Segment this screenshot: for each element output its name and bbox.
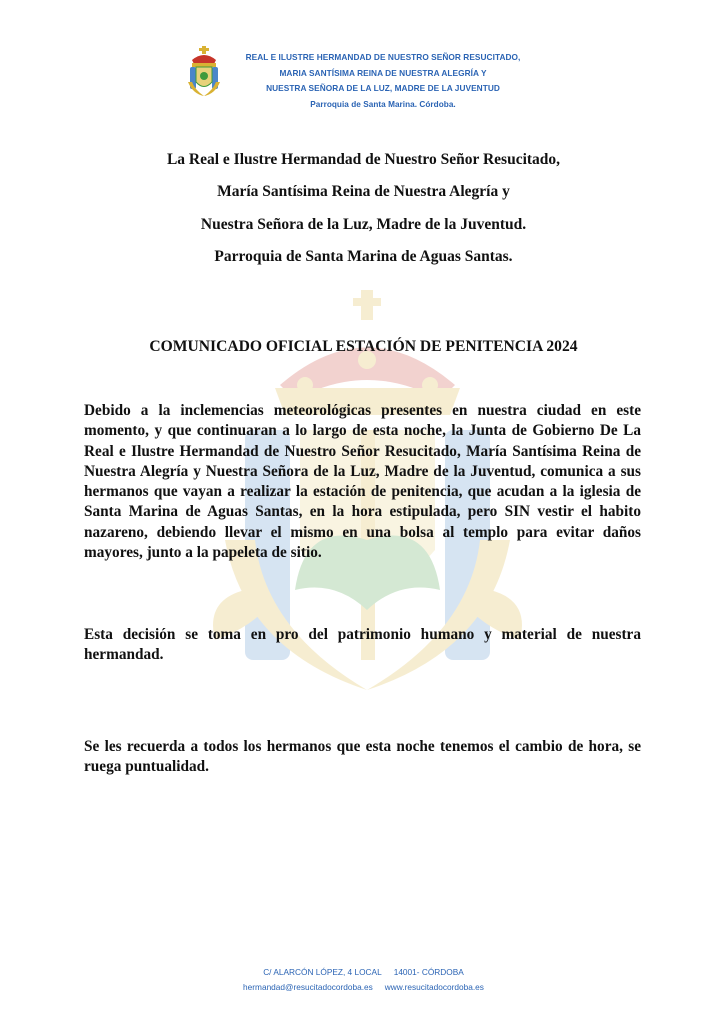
footer-postal: 14001- CÓRDOBA [393,967,464,977]
footer-website-link[interactable]: www.resucitadocordoba.es [384,982,484,992]
communique-title: COMUNICADO OFICIAL ESTACIÓN DE PENITENCIA 2024 [149,338,578,355]
body-paragraph-2: Esta decisión se toma en pro del patrimonio humano y material de nuestra hermandad. [84,626,641,664]
letterhead-text [228,50,538,112]
document-heading [0,144,727,273]
heading-line-4: Parroquia de Santa Marina de Aguas Santas. [214,247,513,265]
footer-address: C/ ALARCÓN LÓPEZ, 4 LOCAL [263,967,382,977]
brotherhood-crest-logo [185,46,223,98]
footer-address-line [0,965,727,980]
body-paragraph-1: Debido a la inclemencias meteorológicas presentes en nuestra ciudad en este momento, y que continuaran a lo largo de esta noche, la Junta de Gobierno De La Real e Ilustre Hermandad de Nuestro Señor Resucitado, María Santísima Reina de Nuestra Alegría y Nuestra Señora de la Luz, Madre de la Juventud, comunica a sus hermanos que vayan a realizar la estación de penitencia, que acudan a la iglesia de Santa Marina de Aguas Santas, en la hora estipulada, pero SIN vestir el habito nazareno, debiendo llevar el mismo en una bolsa al templo para evitar daños mayores, junto a la papeleta de sitio. [84,402,641,562]
letterhead-line-2: MARIA SANTÍSIMA REINA DE NUESTRA ALEGRÍA Y [279,67,487,78]
letterhead-line-3: NUESTRA SEÑORA DE LA LUZ, MADRE DE LA JUVENTUD [266,83,500,93]
footer-email-link[interactable]: hermandad@resucitadocordoba.es [243,982,373,992]
footer-contact-line [0,980,727,995]
heading-line-3: Nuestra Señora de la Luz, Madre de la Juventud. [200,215,527,233]
letterhead-parish: Parroquia de Santa Marina. Córdoba. [310,99,456,109]
body-paragraph-3: Se les recuerda a todos los hermanos que esta noche tenemos el cambio de hora, se ruega puntualidad. [84,738,641,776]
heading-line-2: María Santísima Reina de Nuestra Alegría y [217,183,510,201]
heading-line-1: La Real e Ilustre Hermandad de Nuestro Señor Resucitado, [166,151,561,168]
letterhead [0,46,727,109]
letterhead-line-1: REAL E ILUSTRE HERMANDAD DE NUESTRO SEÑOR RESUCITADO, [245,52,521,62]
footer [0,965,727,995]
